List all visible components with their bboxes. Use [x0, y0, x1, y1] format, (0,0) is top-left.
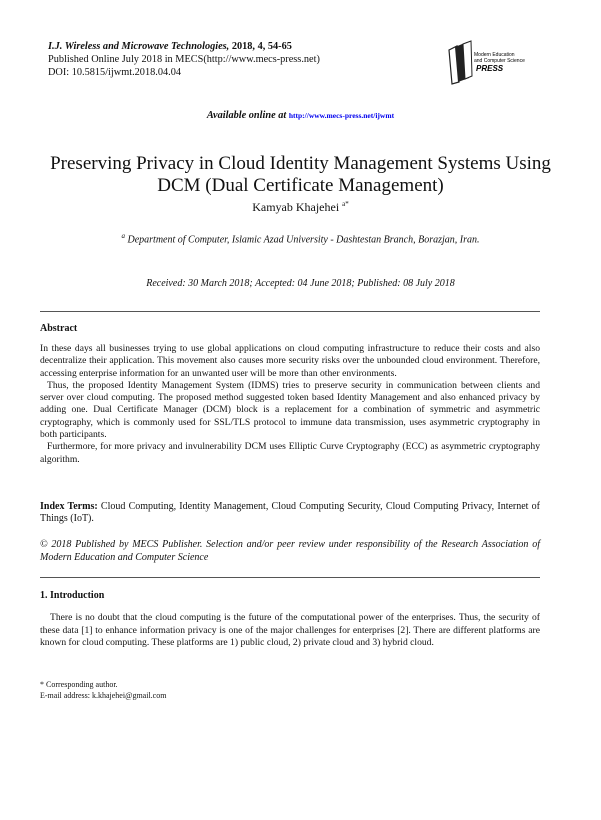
author-sup: a* [342, 200, 349, 208]
abstract-heading: Abstract [40, 323, 78, 334]
author [0, 200, 601, 215]
abstract-paragraph: Furthermore, for more privacy and invulnerability DCM uses Elliptic Curve Cryptography (ECC) as asymmetric cryptography algorithm. [40, 441, 540, 465]
index-terms [40, 501, 540, 526]
author-name: Kamyab Khajehei [252, 200, 340, 214]
title-line: Preserving Privacy in Cloud Identity Management Systems Using [50, 153, 551, 174]
index-terms-text: Cloud Computing, Identity Management, Cloud Computing Security, Cloud Computing Privacy, Internet of Things (IoT). [40, 501, 541, 525]
affiliation-text: Department of Computer, Islamic Azad University - Dashtestan Branch, Borazjan, Iran. [124, 234, 480, 246]
available-label: Available online at [206, 110, 289, 121]
abstract-paragraph: Thus, the proposed Identity Management System (IDMS) tries to preserve security in communication between clients and server over cloud computing. The proposed method suggested token based Identity Management and also enhanced privacy by adding one. Dual Certificate Manager (DCM) block is a replacement for a combination of symmetric and asymmetric cryptography, which is commonly used for SSL/TLS protocol to immune data transmission, uses asymmetric cryptography in both participants. [40, 379, 540, 441]
affiliation-sup: a [121, 232, 125, 240]
title-line: DCM (Dual Certificate Management) [157, 175, 444, 196]
footnote [40, 679, 166, 701]
book-logo-icon [445, 38, 525, 88]
email-address: E-mail address: k.khajehei@gmail.com [40, 691, 167, 700]
intro-paragraph: There is no doubt that the cloud computing is the future of the computational power of the enterprises. Thus, the security of these data [1] to enhance information privacy is one of the major challenges for enterprises [2]. There are different platforms are known for cloud computing. These platforms are 1) public cloud, 2) private cloud and 3) hybrid cloud. [40, 612, 540, 648]
copyright: © 2018 Published by MECS Publisher. Selection and/or peer review under responsibility of the Research Association of Modern Education and Computer Science [40, 539, 540, 563]
abstract-paragraph: In these days all businesses trying to use global applications on cloud computing infrastructure to reduce their costs and also decentralize their application. This movement also causes more security risks over the unbounded cloud environment. Therefore, accessing enterprise information for an unwanted user will be more than other environments. [40, 343, 540, 379]
abstract-body [40, 343, 540, 466]
intro-heading: 1. Introduction [40, 590, 105, 601]
publisher-logo [445, 38, 525, 88]
svg-text:Modern Education: Modern Education [474, 52, 515, 58]
paper-title [0, 153, 601, 197]
available-online [0, 110, 601, 121]
dates: Received: 30 March 2018; Accepted: 04 June 2018; Published: 08 July 2018 [146, 278, 455, 289]
corresponding-author: * Corresponding author. [40, 680, 118, 689]
doi: DOI: 10.5815/ijwmt.2018.04.04 [48, 67, 181, 78]
index-terms-label: Index Terms: [40, 501, 98, 512]
journal-header [48, 40, 320, 79]
svg-text:PRESS: PRESS [476, 64, 504, 73]
svg-text:and Computer Science: and Computer Science [474, 58, 525, 64]
published-line: Published Online July 2018 in MECS(http://www.mecs-press.net) [48, 54, 320, 65]
journal-name: I.J. Wireless and Microwave Technologies, [48, 41, 230, 52]
journal-volume: 2018, 4, 54-65 [229, 41, 292, 52]
divider [40, 577, 540, 578]
affiliation [0, 232, 601, 245]
journal-link[interactable]: http://www.mecs-press.net/ijwmt [288, 111, 395, 120]
divider [40, 311, 540, 312]
